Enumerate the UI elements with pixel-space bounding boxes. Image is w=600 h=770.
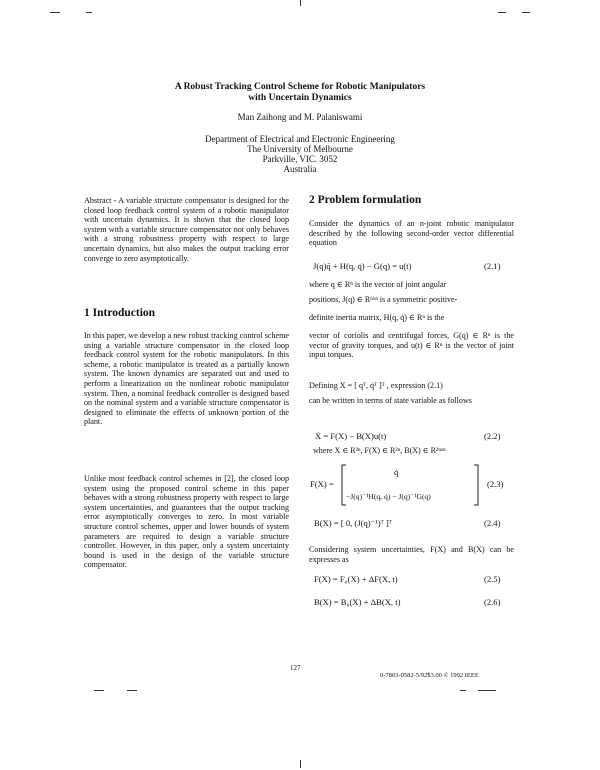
paper-title-line-1: A Robust Tracking Control Scheme for Robotic Manipulators	[174, 82, 426, 92]
section-2-heading: 2 Problem formulation	[309, 194, 422, 206]
crop-mark	[50, 12, 60, 13]
crop-mark	[300, 0, 301, 6]
abstract-text: Abstract - A variable structure compensator is designed for the closed loop feedback control system of a robotic manipulator with uncertain dynamics. It is shown that the closed loop system with a variable structure compensator not only behaves with a strong robustness property with respect to large uncertain dynamics, but also makes the output tracking error converge to zero asymptotically.	[84, 196, 289, 263]
defining-state-line-1: Defining X = [ qᵀ, q̇ᵀ ]ᵀ , expression (2.1)	[309, 381, 443, 390]
crop-mark	[478, 690, 496, 691]
definition-text-line-3: definite inertia matrix, H(q, q̇) ∈ Rⁿ is the	[309, 313, 445, 322]
equation-2-5-number: (2.5)	[484, 574, 501, 584]
introduction-paragraph-1: In this paper, we develop a new robust tracking control scheme using a variable structure compensator in the closed loop feedback control system for the robotic manipulators. In this scheme, a robotic manipulator is treated as a partially known system. The known dynamics are separated out and used to perform a linearization on the nonlinear robotic manipulator system. Then, a nominal feedback controller is designed based on the nominal system and a variable structure compensator is designed to eliminate the effects of unknown portion of the plant.	[84, 331, 289, 427]
equation-2-6-number: (2.6)	[484, 597, 501, 607]
paper-authors: Man Zaihong and M. Palaniswami	[237, 112, 363, 122]
introduction-paragraph-2: Unlike most feedback control schemes in [2], the closed loop system using the proposed control scheme in this paper behaves with a strong robustness property with respect to large system uncertainties, and guarantees that the output tracking error asymptotically converges to zero. In most variable structure control schemes, upper and lower bounds of system parameters are required to design a variable structure controller. However, in this paper, only a system uncertainty bound is used in the design of the variable structure compensator.	[84, 474, 289, 570]
definition-text-line-4: vector of coriolis and centrifugal forces, G(q) ∈ Rⁿ is the vector of gravity torques, and u(t) ∈ Rⁿ is the vector of joint input torques.	[309, 331, 514, 360]
copyright-line: 0-7803-0582-5/92$3.00 © 1992 IEEE	[380, 672, 479, 679]
equation-2-3-lhs: F(X) =	[310, 479, 334, 489]
affiliation-line-3: Parkville, VIC. 3052	[262, 154, 338, 164]
equation-2-4-number: (2.4)	[484, 518, 501, 528]
equation-2-2-number: (2.2)	[484, 431, 501, 441]
equation-2-5: F(X) = F₀(X) + ΔF(X, t)	[314, 574, 398, 584]
definition-text-line-1: where q ∈ Rⁿ is the vector of joint angular	[309, 280, 447, 289]
equation-2-6: B(X) = B₀(X) + ΔB(X, t)	[314, 597, 401, 607]
paper-title-line-2: with Uncertain Dynamics	[248, 93, 352, 103]
section-1-heading: 1 Introduction	[84, 307, 156, 319]
equation-2-3-number: (2.3)	[487, 479, 504, 489]
state-space-dimensions: where X ∈ R²ⁿ, F(X) ∈ R²ⁿ, B(X) ∈ R²ⁿˣⁿ	[313, 446, 446, 455]
defining-state-line-2: can be written in terms of state variable as follows	[309, 396, 472, 405]
definition-text-line-2: positions, J(q) ∈ Rⁿˣⁿ is a symmetric positive-	[309, 295, 458, 304]
affiliation-line-2: The University of Melbourne	[247, 144, 353, 154]
page-number: 127	[290, 664, 301, 672]
crop-mark	[460, 690, 466, 691]
equation-2-1: J(q)q̈ + H(q, q̇) − G(q) = u(t)	[313, 261, 412, 271]
crop-mark	[86, 12, 92, 13]
equation-2-2: Ẋ = F(X) − B(X)u(t)	[315, 431, 387, 441]
crop-mark	[498, 12, 506, 13]
crop-mark	[522, 12, 530, 13]
crop-mark	[94, 690, 104, 691]
equation-2-3-bottom-entry: −J(q)⁻¹H(q, q̇) − J(q)⁻¹G(q)	[346, 492, 431, 501]
affiliation-line-1: Department of Electrical and Electronic Engineering	[205, 134, 395, 144]
affiliation-line-4: Australia	[283, 164, 317, 174]
equation-2-3-top-entry: q̇	[394, 467, 399, 477]
equation-2-1-number: (2.1)	[484, 261, 501, 271]
problem-intro-text: Consider the dynamics of an n-joint robotic manipulator described by the following second-order vector differential equation	[309, 219, 514, 248]
crop-mark	[127, 690, 137, 691]
considering-uncertainties-text: Considering system uncertainties, F(X) and B(X) can be expresses as	[309, 545, 514, 564]
equation-2-4: B(X) = [ 0, (J(q)⁻¹)ᵀ ]ᵀ	[314, 518, 392, 528]
crop-mark	[300, 760, 301, 768]
